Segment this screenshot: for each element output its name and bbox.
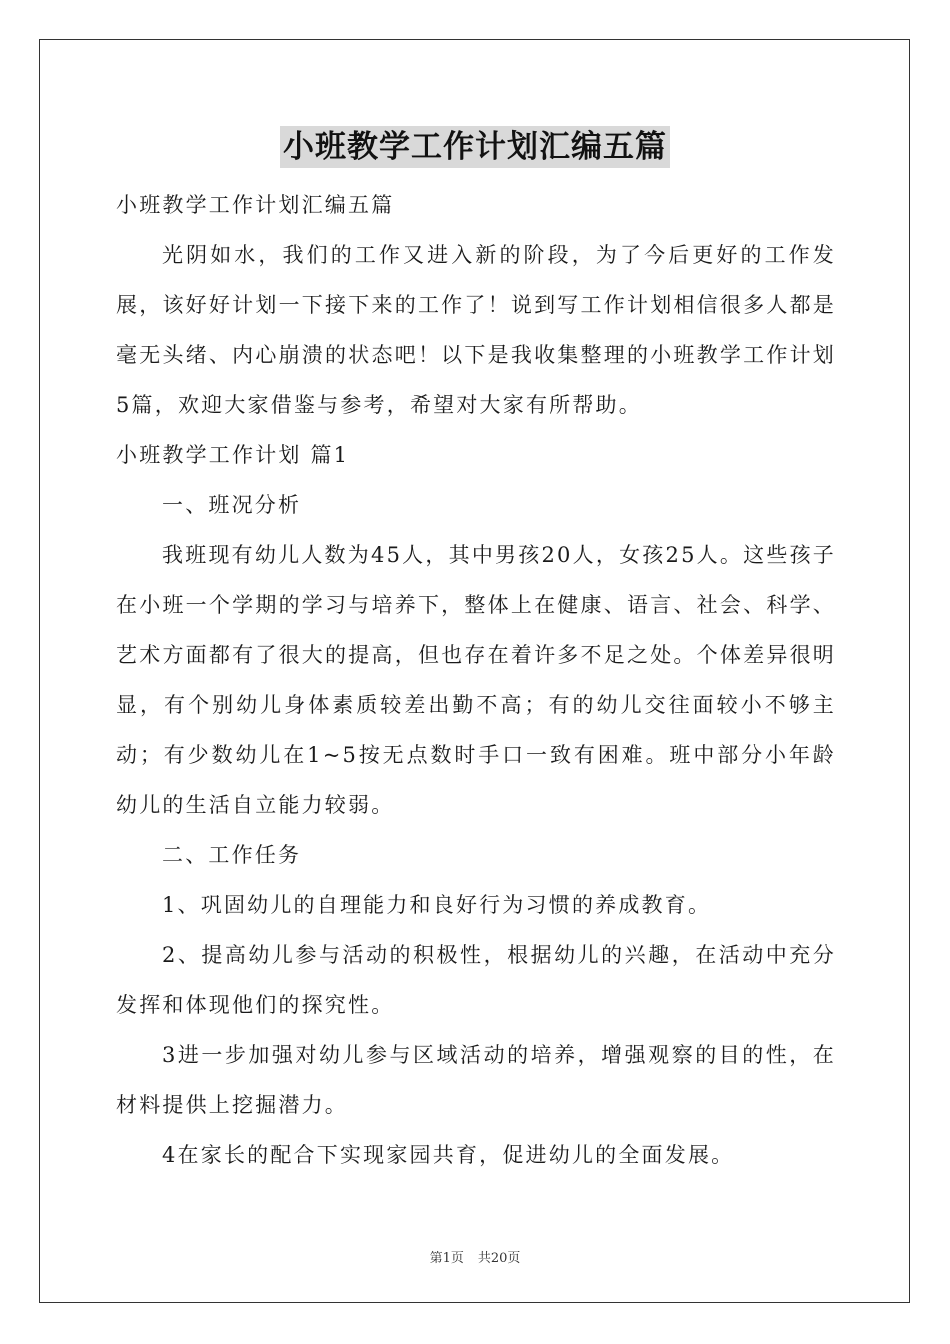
task-item-4: 4在家长的配合下实现家园共育，促进幼儿的全面发展。 xyxy=(162,1143,735,1167)
page-total: 共20页 xyxy=(477,1251,521,1266)
part1-heading: 一、班况分析 xyxy=(162,493,302,517)
document-title: 小班教学工作计划汇编五篇 xyxy=(280,126,670,168)
subtitle-line: 小班教学工作计划汇编五篇 xyxy=(116,193,395,217)
intro-paragraph: 光阴如水，我们的工作又进入新的阶段，为了今后更好的工作发展，该好好计划一下接下来的工作了！说到写工作计划相信很多人都是毫无头绪、内心崩溃的状态吧！以下是我收集整理的小班教学工作计划5篇，欢迎大家借鉴与参考，希望对大家有所帮助。 xyxy=(116,243,836,417)
page-number: 第1页 xyxy=(429,1251,464,1266)
document-body xyxy=(116,180,836,1180)
page-footer xyxy=(0,1247,950,1266)
part2-heading: 二、工作任务 xyxy=(162,843,302,867)
part1-paragraph: 我班现有幼儿人数为45人，其中男孩20人，女孩25人。这些孩子在小班一个学期的学习与培养下，整体上在健康、语言、社会、科学、艺术方面都有了很大的提高，但也存在着许多不足之处。个体差异很明显，有个别幼儿身体素质较差出勤不高；有的幼儿交往面较小不够主动；有少数幼儿在1~5按无点数时手口一致有困难。班中部分小年龄幼儿的生活自立能力较弱。 xyxy=(116,543,836,817)
section-heading: 小班教学工作计划 篇1 xyxy=(116,443,350,467)
task-item-1: 1、巩固幼儿的自理能力和良好行为习惯的养成教育。 xyxy=(162,893,712,917)
task-item-3: 3进一步加强对幼儿参与区域活动的培养，增强观察的目的性，在材料提供上挖掘潜力。 xyxy=(116,1043,836,1117)
task-item-2: 2、提高幼儿参与活动的积极性，根据幼儿的兴趣，在活动中充分发挥和体现他们的探究性。 xyxy=(116,943,836,1017)
title-container xyxy=(0,126,950,168)
